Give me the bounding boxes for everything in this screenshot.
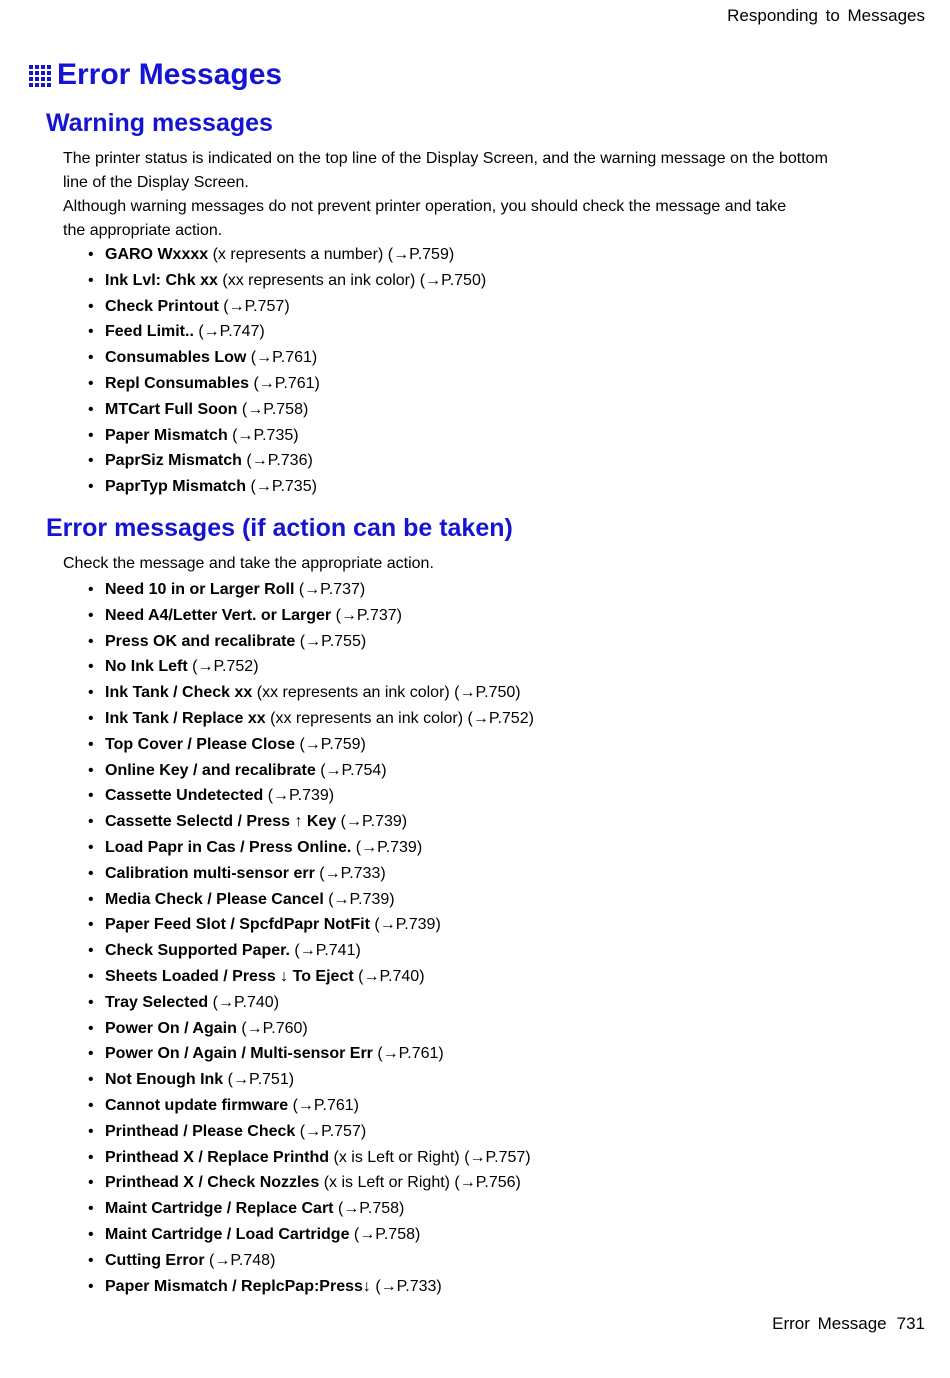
message-name: Calibration multi-sensor err [105,864,315,882]
message-name: Feed Limit.. [105,323,194,341]
bullet-icon: • [88,813,94,831]
bullet-icon: • [88,658,94,676]
warning-paragraph-1 [63,147,893,195]
message-reference: (→P.752) [187,658,259,676]
bullet-icon: • [88,967,94,985]
message-name: Media Check / Please Cancel [105,890,324,908]
warning-message-list [88,242,486,500]
bullet-icon: • [88,323,94,341]
message-reference: (→P.754) [315,761,387,779]
bullet-icon: • [88,349,94,367]
message-reference: (→P.740) [208,993,280,1011]
message-reference: (→P.739) [336,813,408,831]
warning-paragraph-2 [63,195,893,243]
list-item [88,887,534,913]
message-reference: (xx represents an ink color) (→P.750) [252,684,521,702]
message-reference: (→P.761) [246,349,318,367]
message-reference: (→P.740) [353,967,425,985]
message-name: Cutting Error [105,1251,205,1269]
bullet-icon: • [88,246,94,263]
list-item [88,629,534,655]
list-item [88,242,486,268]
warning-paragraph-1-line-1: The printer status is indicated on the top line of the Display Screen, and the warning message on the bottom [63,150,828,167]
list-item [88,1067,534,1093]
message-reference: (→P.747) [193,323,265,341]
message-name: Maint Cartridge / Load Cartridge [105,1225,350,1243]
bullet-icon: • [88,916,94,934]
warning-paragraph-2-line-1: Although warning messages do not prevent printer operation, you should check the message and take [63,198,787,215]
bullet-icon: • [88,1251,94,1269]
message-name: Ink Tank / Replace xx [105,709,266,727]
list-item [88,577,534,603]
message-reference: (xx represents an ink color) (→P.752) [265,709,534,727]
warning-paragraph-1-line-2: line of the Display Screen. [63,174,249,191]
list-item [88,835,534,861]
list-item [88,758,534,784]
message-name: Paper Feed Slot / SpcfdPapr NotFit [105,916,370,934]
list-item [88,1170,534,1196]
error-message-list [88,577,534,1299]
message-name: Printhead / Please Check [105,1122,296,1140]
bullet-icon: • [88,1071,94,1089]
message-name: Repl Consumables [105,374,250,392]
message-name: Sheets Loaded / Press ↓ To Eject [105,967,354,985]
message-reference: (→P.758) [349,1225,421,1243]
message-reference: (→P.739) [323,890,395,908]
message-reference: (→P.757) [218,297,290,315]
bullet-icon: • [88,1045,94,1063]
page-number: 731 [896,1314,925,1333]
bullet-icon: • [88,1122,94,1140]
list-item [88,912,534,938]
message-reference: (→P.733) [314,864,386,882]
bullet-icon: • [88,606,94,624]
message-reference: (→P.733) [370,1277,442,1295]
list-item [88,1196,534,1222]
message-reference: (→P.751) [223,1071,295,1089]
message-name: GARO Wxxxx [105,246,209,263]
message-name: Ink Tank / Check xx [105,684,253,702]
list-item [88,294,486,320]
message-name: Cassette Selectd / Press ↑ Key [105,813,337,831]
bullet-icon: • [88,1277,94,1295]
message-reference: (→P.735) [246,478,317,496]
list-item [88,654,534,680]
list-item [88,861,534,887]
list-item [88,1274,534,1300]
message-name: Load Papr in Cas / Press Online. [105,838,352,856]
footer-section: Error Message [772,1314,887,1333]
message-name: Ink Lvl: Chk xx [105,271,218,289]
bullet-icon: • [88,684,94,702]
bullet-icon: • [88,890,94,908]
bullet-icon: • [88,374,94,392]
message-name: PaprTyp Mismatch [105,478,247,496]
list-item [88,1222,534,1248]
bullet-icon: • [88,838,94,856]
list-item [88,990,534,1016]
message-reference: (→P.737) [331,606,403,624]
message-name: No Ink Left [105,658,188,676]
message-name: PaprSiz Mismatch [105,452,242,470]
bullet-icon: • [88,1148,94,1166]
bullet-icon: • [88,632,94,650]
message-reference: (x is Left or Right) (→P.756) [319,1174,521,1192]
message-reference: (xx represents an ink color) (→P.750) [217,271,487,289]
page-footer [772,1314,925,1334]
message-name: Printhead X / Check Nozzles [105,1174,320,1192]
list-item [88,732,534,758]
list-item [88,1248,534,1274]
list-item [88,268,486,294]
message-reference: (x is Left or Right) (→P.757) [329,1148,531,1166]
message-reference: (→P.737) [294,581,366,598]
bullet-icon: • [88,864,94,882]
list-item [88,680,534,706]
bullet-icon: • [88,400,94,418]
list-item [88,345,486,371]
message-reference: (→P.761) [288,1096,359,1114]
message-name: Check Printout [105,297,219,315]
bullet-icon: • [88,581,94,598]
message-reference: (→P.761) [249,374,320,392]
warning-section-title: Warning messages [46,109,273,137]
error-intro: Check the message and take the appropriate action. [63,555,434,572]
message-name: Need 10 in or Larger Roll [105,581,295,598]
message-reference: (→P.755) [295,632,367,650]
message-reference: (→P.757) [295,1122,367,1140]
message-name: Cannot update firmware [105,1096,289,1114]
bullet-icon: • [88,452,94,470]
bullet-icon: • [88,297,94,315]
message-name: Paper Mismatch [105,426,228,444]
message-reference: (→P.760) [236,1019,308,1037]
bullet-icon: • [88,271,94,289]
message-reference: (→P.759) [295,735,366,753]
list-item [88,474,486,500]
bullet-icon: • [88,1019,94,1037]
message-name: Tray Selected [105,993,209,1011]
message-reference: (→P.758) [237,400,309,418]
message-reference: (→P.736) [241,452,313,470]
message-name: Printhead X / Replace Printhd [105,1148,330,1166]
warning-paragraph-2-line-2: the appropriate action. [63,222,223,239]
list-item [88,1145,534,1171]
message-name: Not Enough Ink [105,1071,224,1089]
message-reference: (x represents a number) (→P.759) [208,246,455,263]
message-name: Paper Mismatch / ReplcPap:Press↓ [105,1277,371,1295]
list-item [88,964,534,990]
message-name: Check Supported Paper. [105,942,290,960]
message-name: Power On / Again / Multi-sensor Err [105,1045,373,1063]
message-name: Online Key / and recalibrate [105,761,316,779]
message-reference: (→P.739) [263,787,335,805]
bullet-icon: • [88,1225,94,1243]
bullet-icon: • [88,478,94,496]
list-item [88,423,486,449]
bullet-icon: • [88,426,94,444]
message-name: Need A4/Letter Vert. or Larger [105,606,332,624]
list-item [88,938,534,964]
list-item [88,1041,534,1067]
bullet-icon: • [88,993,94,1011]
list-item [88,319,486,345]
running-header: Responding to Messages [727,6,925,25]
grid-icon [29,65,51,87]
message-reference: (→P.735) [227,426,299,444]
bullet-icon: • [88,1174,94,1192]
bullet-icon: • [88,761,94,779]
list-item [88,1119,534,1145]
message-reference: (→P.741) [289,942,361,960]
list-item [88,448,486,474]
list-item [88,783,534,809]
message-name: Press OK and recalibrate [105,632,296,650]
page-title [29,58,282,92]
message-name: Maint Cartridge / Replace Cart [105,1200,334,1218]
list-item [88,706,534,732]
message-name: Cassette Undetected [105,787,264,805]
message-reference: (→P.739) [351,838,423,856]
list-item [88,371,486,397]
page-title-text: Error Messages [57,58,283,91]
message-name: Consumables Low [105,349,247,367]
message-name: Top Cover / Please Close [105,735,295,753]
bullet-icon: • [88,942,94,960]
list-item [88,1093,534,1119]
list-item [88,397,486,423]
message-reference: (→P.748) [204,1251,276,1269]
message-name: MTCart Full Soon [105,400,238,418]
list-item [88,1016,534,1042]
error-section-title: Error messages (if action can be taken) [46,514,513,542]
bullet-icon: • [88,735,94,753]
message-name: Power On / Again [105,1019,237,1037]
list-item [88,603,534,629]
bullet-icon: • [88,1200,94,1218]
message-reference: (→P.761) [372,1045,444,1063]
bullet-icon: • [88,787,94,805]
bullet-icon: • [88,1096,94,1114]
list-item [88,809,534,835]
message-reference: (→P.739) [369,916,441,934]
bullet-icon: • [88,709,94,727]
message-reference: (→P.758) [333,1200,405,1218]
